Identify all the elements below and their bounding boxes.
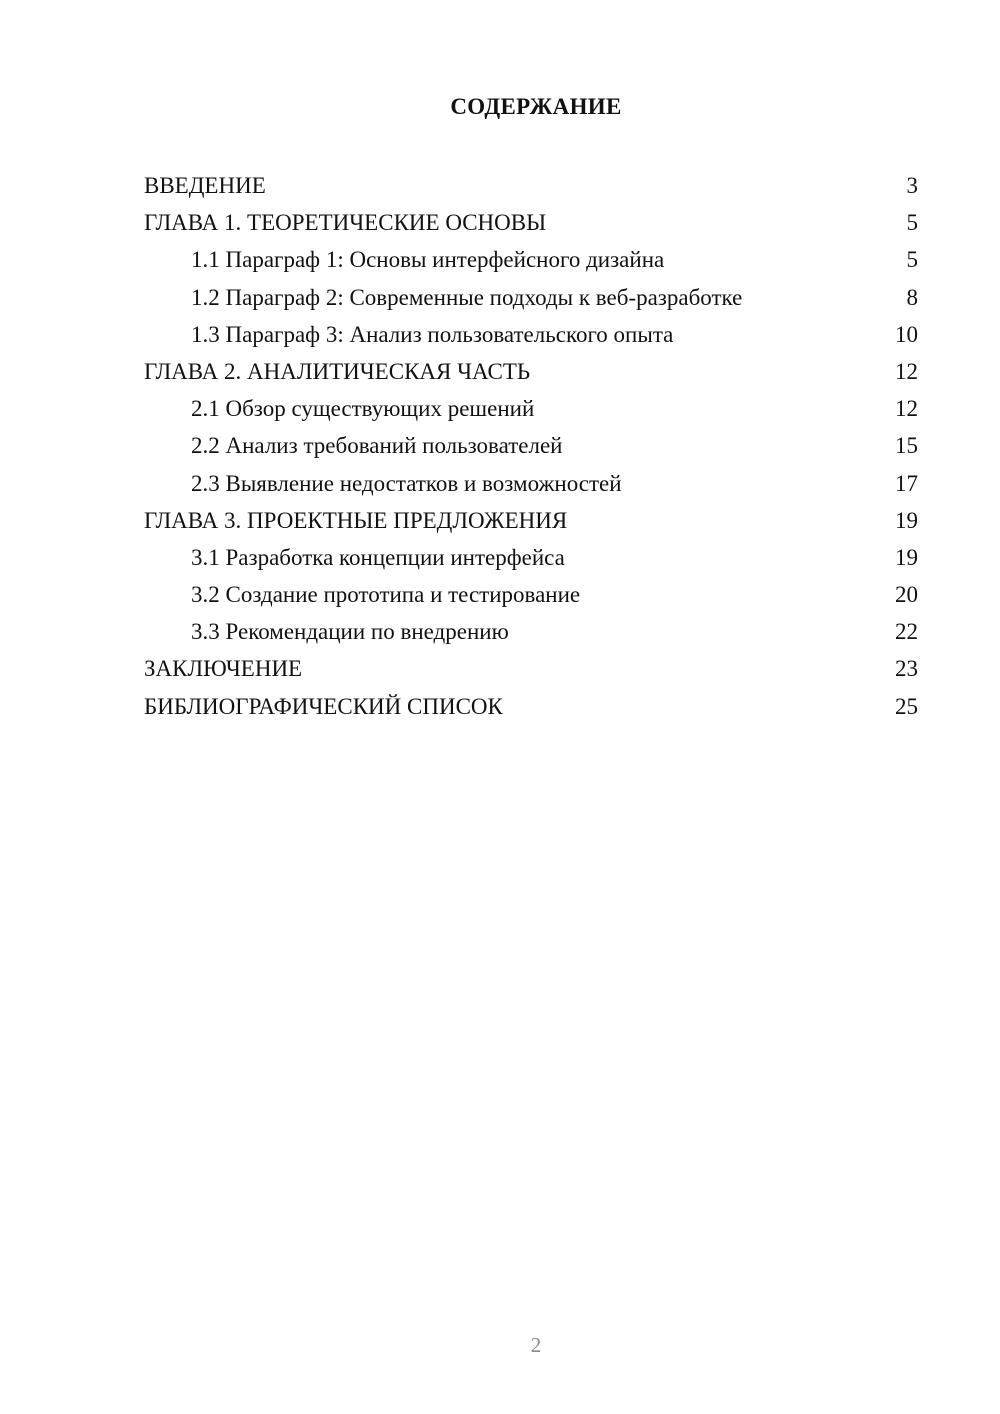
toc-entry-page: 5 — [906, 210, 918, 236]
toc-entry-section-3-1 — [144, 539, 918, 576]
toc-entry-label: 3.1 Разработка концепции интерфейса — [191, 544, 565, 570]
toc-entry-section-3-3 — [144, 613, 918, 650]
toc-entry-chapter-2 — [144, 353, 918, 390]
toc-entry-label: ГЛАВА 3. ПРОЕКТНЫЕ ПРЕДЛОЖЕНИЯ — [144, 507, 568, 533]
toc-entry-section-1-2 — [144, 279, 918, 316]
toc-entry-page: 17 — [895, 470, 918, 496]
toc-entry-page: 10 — [895, 321, 918, 347]
toc-entry-page: 23 — [895, 656, 918, 682]
toc-entry-label: 2.2 Анализ требований пользователей — [191, 433, 563, 459]
toc-entry-section-2-2 — [144, 427, 918, 464]
toc-entry-chapter-3 — [144, 502, 918, 539]
toc-entry-label: 1.1 Параграф 1: Основы интерфейсного дизайна — [191, 247, 665, 273]
toc-entry-bibliography — [144, 688, 918, 725]
toc-entry-label: ЗАКЛЮЧЕНИЕ — [144, 656, 303, 682]
toc-entry-chapter-1 — [144, 204, 918, 241]
toc-entry-page: 12 — [895, 358, 918, 384]
toc-entry-section-3-2 — [144, 576, 918, 613]
toc-entry-page: 12 — [895, 396, 918, 422]
toc-entry-page: 20 — [895, 582, 918, 608]
toc-entry-page: 5 — [906, 247, 918, 273]
toc-entry-page: 3 — [906, 173, 918, 198]
toc-entry-section-1-1 — [144, 241, 918, 278]
toc-entry-page: 19 — [895, 507, 918, 533]
toc-entry-label: БИБЛИОГРАФИЧЕСКИЙ СПИСОК — [144, 693, 503, 719]
toc-entry-label: 3.2 Создание прототипа и тестирование — [191, 582, 581, 608]
toc-entry-page: 22 — [895, 619, 918, 645]
toc-entry-label: ВВЕДЕНИЕ — [144, 173, 266, 198]
toc-entry-label: 2.1 Обзор существующих решений — [191, 396, 535, 422]
toc-entry-label: ГЛАВА 1. ТЕОРЕТИЧЕСКИЕ ОСНОВЫ — [144, 210, 547, 236]
page-title: СОДЕРЖАНИЕ — [450, 94, 622, 119]
toc-entry-label: 1.2 Параграф 2: Современные подходы к веб-разработке — [191, 284, 743, 310]
toc-entry-page: 8 — [906, 284, 918, 310]
toc-entry-introduction — [144, 167, 918, 204]
toc-entry-section-2-3 — [144, 465, 918, 502]
table-of-contents — [144, 167, 918, 725]
toc-entry-section-2-1 — [144, 390, 918, 427]
toc-entry-label: 3.3 Рекомендации по внедрению — [191, 619, 509, 645]
toc-entry-label: 1.3 Параграф 3: Анализ пользовательского опыта — [191, 321, 674, 347]
toc-entry-page: 25 — [895, 693, 918, 719]
toc-entry-page: 19 — [895, 544, 918, 570]
toc-entry-section-1-3 — [144, 316, 918, 353]
toc-entry-page: 15 — [895, 433, 918, 459]
toc-entry-label: 2.3 Выявление недостатков и возможностей — [191, 470, 622, 496]
toc-entry-conclusion — [144, 650, 918, 687]
page-number: 2 — [530, 1333, 542, 1357]
toc-entry-label: ГЛАВА 2. АНАЛИТИЧЕСКАЯ ЧАСТЬ — [144, 358, 531, 384]
